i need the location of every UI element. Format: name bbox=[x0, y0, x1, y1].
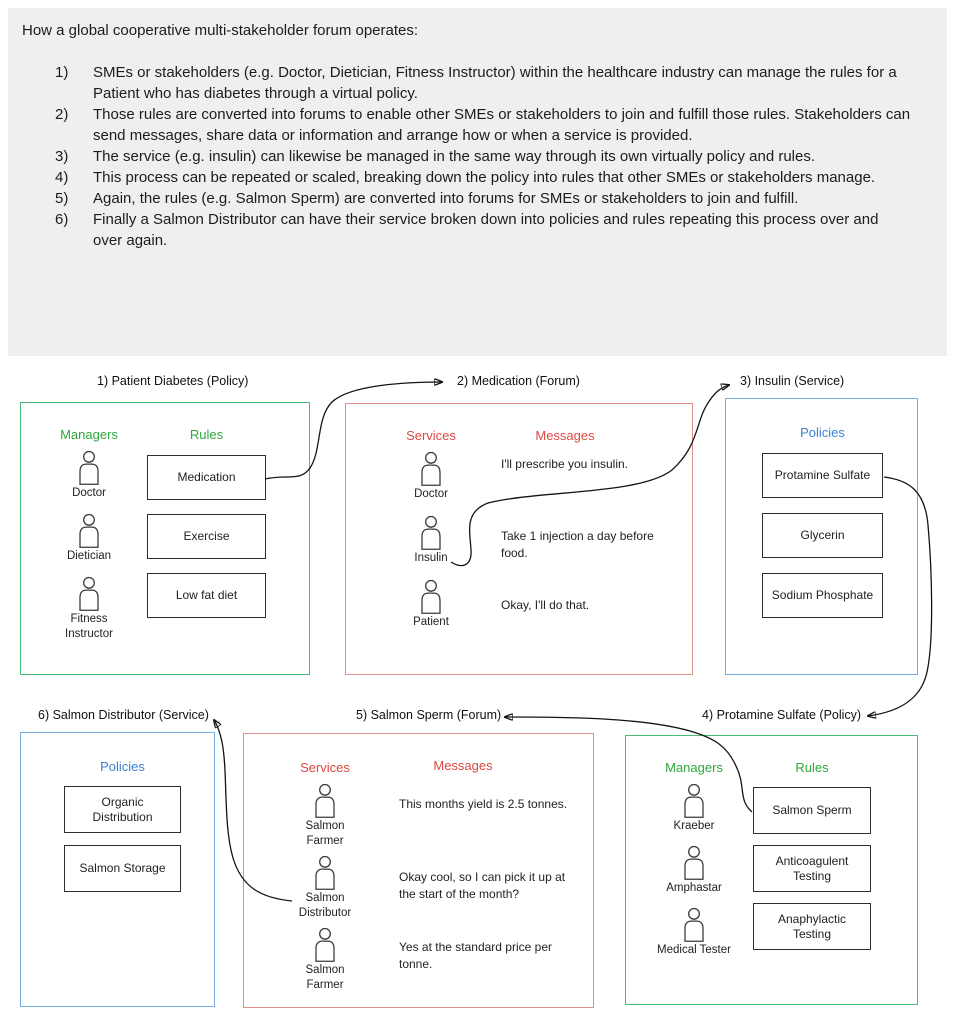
item-text: Finally a Salmon Distributor can have their service broken down into policies and rules repeating this process over and over again. bbox=[93, 211, 879, 249]
policy-box-organic-distribution: Organic Distribution bbox=[64, 786, 181, 833]
services-header: Services bbox=[300, 760, 350, 775]
title-medication-forum: 2) Medication (Forum) bbox=[457, 374, 580, 388]
managers-column bbox=[41, 427, 137, 642]
member-fitness-instructor bbox=[52, 576, 126, 642]
person-icon bbox=[76, 513, 102, 549]
message-text: I'll prescribe you insulin. bbox=[501, 457, 629, 471]
intro-panel bbox=[8, 8, 947, 356]
title-salmon-sperm-forum: 5) Salmon Sperm (Forum) bbox=[356, 708, 502, 722]
panel-insulin-service bbox=[725, 398, 918, 675]
rule-box-medication: Medication bbox=[147, 455, 266, 500]
item-number: 1) bbox=[55, 64, 69, 81]
member-salmon-farmer bbox=[288, 783, 362, 849]
policies-column bbox=[762, 425, 883, 618]
rule-box-salmon-sperm: Salmon Sperm bbox=[753, 787, 871, 834]
member-salmon-distributor bbox=[288, 855, 362, 921]
message-text: This months yield is 2.5 tonnes. bbox=[399, 797, 568, 811]
person-icon bbox=[312, 855, 338, 891]
services-column bbox=[383, 428, 479, 630]
member-label: Insulin bbox=[414, 552, 448, 564]
panel-salmon-sperm-forum bbox=[243, 733, 594, 1008]
list-item bbox=[55, 146, 917, 167]
policies-column bbox=[64, 759, 181, 892]
member-doctor bbox=[414, 451, 448, 502]
member-amphastar bbox=[666, 845, 722, 896]
managers-header: Managers bbox=[60, 427, 118, 442]
rule-box-anticoagulent-testing: Anticoagulent Testing bbox=[753, 845, 871, 892]
member-label: Kraeber bbox=[673, 820, 715, 832]
policies-header: Policies bbox=[100, 759, 145, 774]
title-salmon-distributor-service: 6) Salmon Distributor (Service) bbox=[38, 708, 209, 722]
person-icon bbox=[681, 845, 707, 881]
member-label: Medical Tester bbox=[657, 944, 731, 956]
policy-box-glycerin: Glycerin bbox=[762, 513, 883, 558]
item-number: 4) bbox=[55, 169, 69, 186]
panel-protamine-sulfate-policy bbox=[625, 735, 918, 1005]
policies-header: Policies bbox=[800, 425, 845, 440]
rules-header: Rules bbox=[795, 760, 829, 775]
title-patient-diabetes-policy: 1) Patient Diabetes (Policy) bbox=[97, 374, 249, 388]
item-text: Those rules are converted into forums to enable other SMEs or stakeholders to join and fulfill those rules. Stakeholders can send messages, share data or information and arrange how or when a service is provided. bbox=[93, 106, 911, 144]
policy-box-salmon-storage: Salmon Storage bbox=[64, 845, 181, 892]
member-label: Salmon Farmer bbox=[305, 820, 345, 847]
person-icon bbox=[418, 451, 444, 487]
rules-column bbox=[753, 760, 871, 950]
rule-box-low-fat-diet: Low fat diet bbox=[147, 573, 266, 618]
member-label: Amphastar bbox=[666, 882, 722, 894]
item-number: 3) bbox=[55, 148, 69, 165]
rules-header: Rules bbox=[189, 427, 224, 442]
item-number: 5) bbox=[55, 190, 69, 207]
person-icon bbox=[76, 450, 102, 486]
managers-header: Managers bbox=[665, 760, 723, 775]
list-item bbox=[55, 188, 917, 209]
services-header: Services bbox=[406, 428, 456, 443]
member-salmon-farmer bbox=[288, 927, 362, 993]
member-label: Doctor bbox=[414, 488, 448, 500]
list-item bbox=[55, 104, 917, 146]
policy-box-sodium-phosphate: Sodium Phosphate bbox=[762, 573, 883, 618]
person-icon bbox=[681, 907, 707, 943]
member-label: Salmon Farmer bbox=[305, 964, 345, 991]
managers-column bbox=[646, 760, 742, 958]
member-label: Fitness Instructor bbox=[65, 613, 113, 640]
member-label: Dietician bbox=[66, 550, 112, 562]
message-text: Okay, I'll do that. bbox=[501, 598, 590, 612]
rule-box-anaphylactic-testing: Anaphylactic Testing bbox=[753, 903, 871, 950]
person-icon bbox=[418, 515, 444, 551]
member-patient bbox=[413, 579, 449, 630]
services-column bbox=[277, 760, 373, 993]
rules-column bbox=[147, 427, 266, 618]
title-protamine-sulfate-policy: 4) Protamine Sulfate (Policy) bbox=[702, 708, 862, 722]
item-number: 6) bbox=[55, 211, 69, 228]
member-dietician bbox=[67, 513, 111, 564]
item-text: The service (e.g. insulin) can likewise be managed in the same way through its own virtually policy and rules. bbox=[93, 148, 816, 165]
list-item bbox=[55, 62, 917, 104]
list-item bbox=[55, 209, 917, 251]
member-kraeber bbox=[674, 783, 715, 834]
member-label: Doctor bbox=[72, 487, 106, 499]
item-text: SMEs or stakeholders (e.g. Doctor, Dietician, Fitness Instructor) within the healthcare industry can manage the rules for a Patient who has diabetes through a virtual policy. bbox=[93, 64, 897, 102]
member-doctor bbox=[72, 450, 106, 501]
messages-header: Messages bbox=[433, 758, 493, 773]
item-number: 2) bbox=[55, 106, 69, 123]
policy-box-protamine-sulfate: Protamine Sulfate bbox=[762, 453, 883, 498]
panel-salmon-distributor-service bbox=[20, 732, 215, 1007]
intro-title: How a global cooperative multi-stakeholder forum operates: bbox=[22, 22, 419, 39]
item-text: This process can be repeated or scaled, breaking down the policy into rules that other SMEs or stakeholders manage. bbox=[93, 169, 876, 186]
person-icon bbox=[76, 576, 102, 612]
panel-medication-forum bbox=[345, 403, 693, 675]
item-text: Again, the rules (e.g. Salmon Sperm) are converted into forums for SMEs or stakeholders to join and fulfill. bbox=[93, 190, 799, 207]
intro-list bbox=[55, 62, 917, 251]
person-icon bbox=[418, 579, 444, 615]
member-medical-tester bbox=[657, 907, 731, 958]
member-label: Salmon Distributor bbox=[298, 892, 352, 919]
panel-patient-diabetes-policy bbox=[20, 402, 310, 675]
person-icon bbox=[312, 927, 338, 963]
title-insulin-service: 3) Insulin (Service) bbox=[740, 374, 845, 388]
messages-header: Messages bbox=[535, 428, 595, 443]
person-icon bbox=[681, 783, 707, 819]
member-insulin bbox=[414, 515, 447, 566]
rule-box-exercise: Exercise bbox=[147, 514, 266, 559]
message-text: Yes at the standard price per tonne. bbox=[399, 940, 552, 971]
person-icon bbox=[312, 783, 338, 819]
message-text: Okay cool, so I can pick it up at the start of the month? bbox=[399, 870, 566, 901]
message-text: Take 1 injection a day before food. bbox=[501, 529, 654, 560]
member-label: Patient bbox=[413, 616, 449, 628]
list-item bbox=[55, 167, 917, 188]
